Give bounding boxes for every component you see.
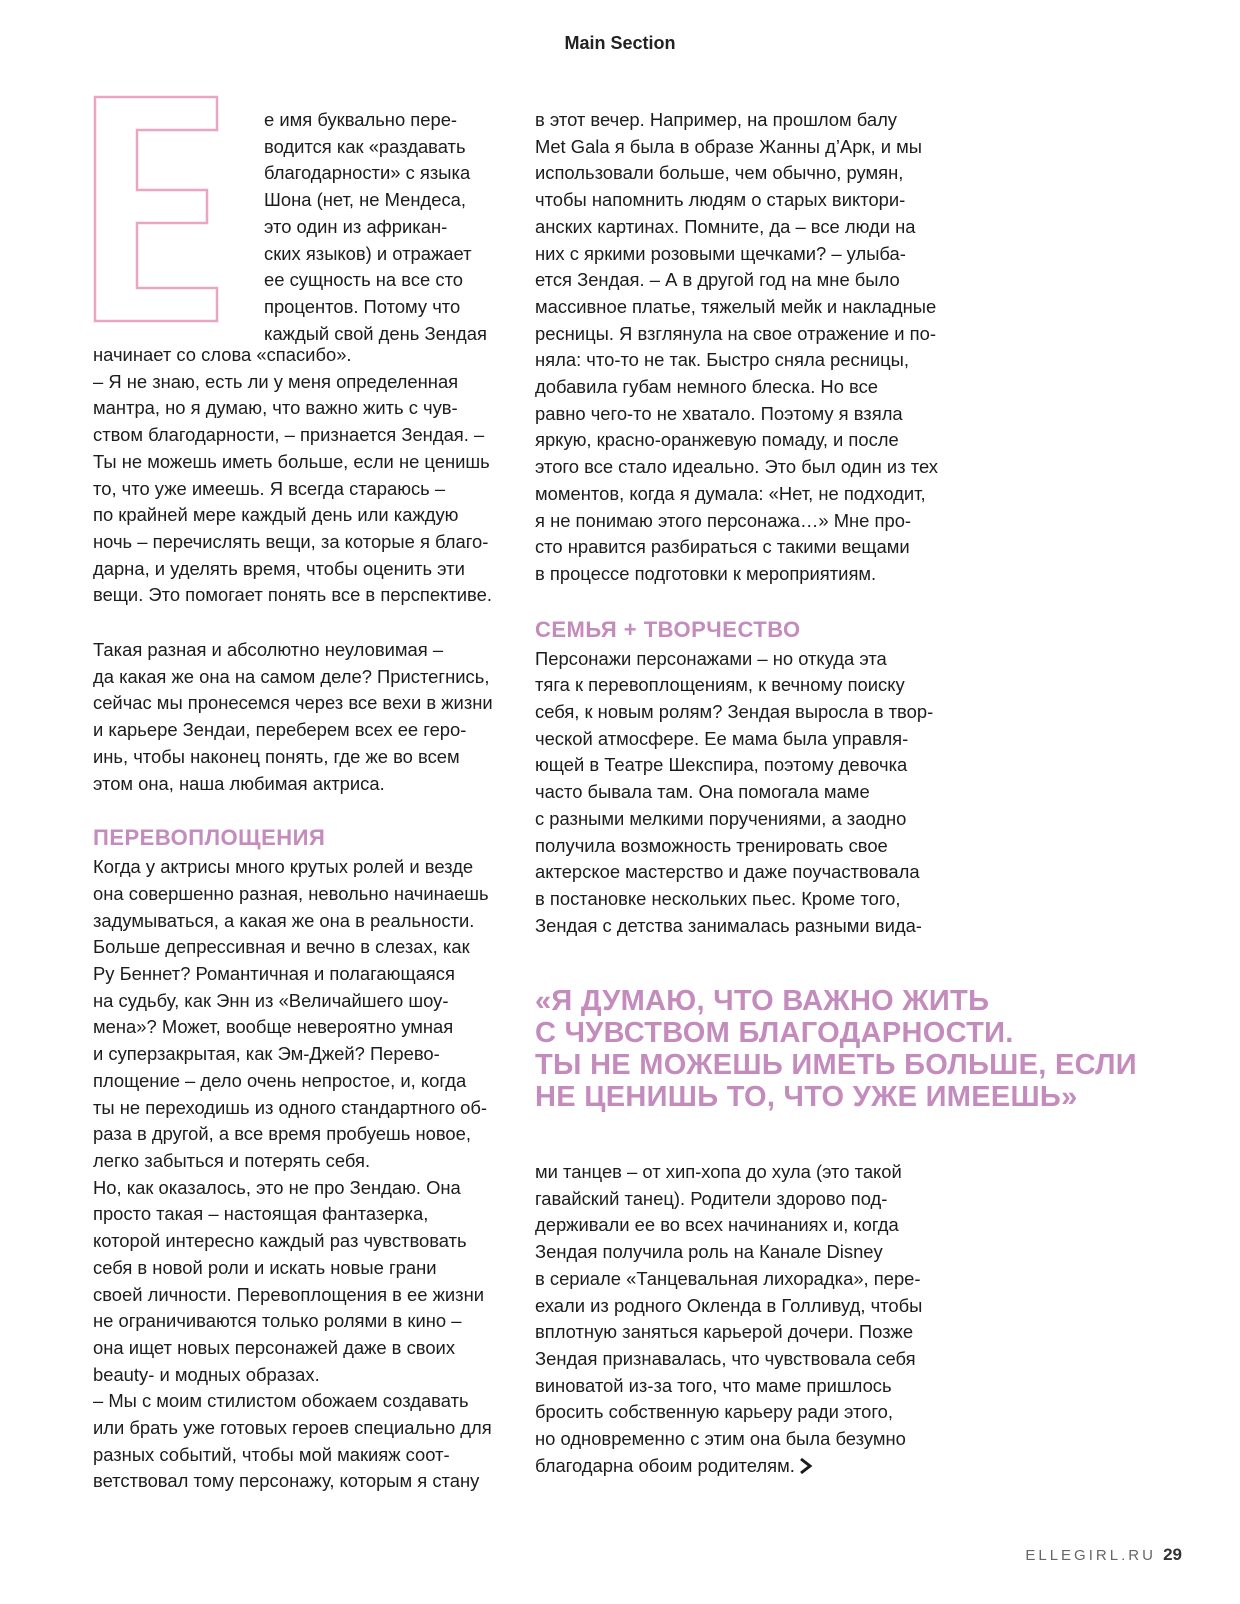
- text-line: – Я не знаю, есть ли у меня определенная: [93, 370, 459, 392]
- text-line: Но, как оказалось, это не про Зендаю. Она: [93, 1176, 461, 1198]
- text-line: вещи. Это помогает понять все в перспективе.: [93, 584, 492, 606]
- text-line: благодарности» с языка: [264, 162, 471, 184]
- text-line: она ищет новых персонажей даже в своих: [93, 1336, 456, 1358]
- text-line: вплотную заняться карьерой дочери. Позже: [535, 1321, 914, 1343]
- left-column: [93, 342, 493, 1495]
- dropcap-letter: [93, 95, 219, 323]
- text-line: гавайский танец). Родители здорово под-: [535, 1187, 888, 1209]
- continue-arrow-icon: [799, 1457, 813, 1475]
- text-line: ветствовал тому персонажу, которым я стану: [93, 1470, 480, 1492]
- text-line: водится как «раздавать: [264, 135, 466, 157]
- text-line: часто бывала там. Она помогала маме: [535, 781, 870, 803]
- text-line: ских языков) и отражает: [264, 242, 472, 264]
- text-line: которой интересно каждый раз чувствовать: [93, 1230, 467, 1252]
- text-line: да какая же она на самом деле? Пристегнись,: [93, 665, 490, 687]
- text-line: С ЧУВСТВОМ БЛАГОДАРНОСТИ.: [535, 1017, 1014, 1049]
- text-line: задумываться, а какая же она в реальности.: [93, 909, 475, 931]
- text-line: процентов. Потому что: [264, 295, 461, 317]
- text-line: по крайней мере каждый день или каждую: [93, 504, 459, 526]
- text-line: благодарна обоим родителям.: [535, 1453, 922, 1480]
- text-line: ТЫ НЕ МОЖЕШЬ ИМЕТЬ БОЛЬШЕ, ЕСЛИ: [535, 1049, 1137, 1081]
- text-line: разных событий, чтобы мой макияж соот-: [93, 1443, 450, 1465]
- text-line: просто такая – настоящая фантазерка,: [93, 1203, 429, 1225]
- text-line: получила возможность тренировать свое: [535, 834, 888, 856]
- text-line: Персонажи персонажами – но откуда эта: [535, 647, 887, 669]
- paragraph: [93, 342, 493, 609]
- text-line: в процессе подготовки к мероприятиям.: [535, 562, 877, 584]
- text-line: них с яркими розовыми щечками? – улыба-: [535, 242, 906, 264]
- text-line: актерское мастерство и даже поучаствовала: [535, 861, 920, 883]
- text-line: или брать уже готовых героев специально для: [93, 1417, 492, 1439]
- text-line: ее сущность на все сто: [264, 269, 464, 291]
- text-line: это один из африкан-: [264, 215, 448, 237]
- text-line: этого все стало идеально. Это был один из тех: [535, 456, 938, 478]
- text-line: анских картинах. Помните, да – все люди на: [535, 215, 916, 237]
- text-line: ехали из родного Окленда в Голливуд, чтобы: [535, 1294, 923, 1316]
- paragraph: [93, 854, 493, 1495]
- text-line: не ограничиваются только ролями в кино –: [93, 1310, 462, 1332]
- text-line: ночь – перечислять вещи, за которые я благо-: [93, 530, 489, 552]
- right-column-top: [535, 107, 938, 939]
- text-line: чтобы напомнить людям о старых виктори-: [535, 189, 906, 211]
- text-line: себя в новой роли и искать новые грани: [93, 1256, 437, 1278]
- text-line: начинает со слова «спасибо».: [93, 344, 352, 365]
- section-label: Main Section: [564, 33, 676, 53]
- text-line: ством благодарности, – признается Зендая. –: [93, 424, 485, 446]
- text-line: то, что уже имеешь. Я всегда стараюсь –: [93, 477, 446, 499]
- text-line: мена»? Может, вообще невероятно умная: [93, 1016, 454, 1038]
- page-footer: [1025, 1545, 1182, 1565]
- text-line: площение – дело очень непростое, и, когда: [93, 1069, 467, 1091]
- text-line: няла: что-то не так. Быстро сняла ресницы,: [535, 349, 909, 371]
- paragraph: [93, 637, 493, 797]
- section-heading-transformations: ПЕРЕВОПЛОЩЕНИЯ: [93, 825, 326, 851]
- text-line: но одновременно с этим она была безумно: [535, 1428, 906, 1450]
- text-line: ется Зендая. – А в другой год на мне было: [535, 269, 900, 291]
- text-line: ми танцев – от хип-хопа до хула (это такой: [535, 1161, 902, 1182]
- text-line: beauty- и модных образах.: [93, 1363, 320, 1385]
- text-line: ющей в Театре Шекспира, поэтому девочка: [535, 754, 908, 776]
- text-line: раза в другой, а все время пробуешь новое,: [93, 1123, 471, 1145]
- paragraph: [535, 107, 938, 588]
- section-heading-family: СЕМЬЯ + ТВОРЧЕСТВО: [535, 616, 801, 642]
- text-line: в этот вечер. Например, на прошлом балу: [535, 109, 898, 130]
- text-line: Зендая признавалась, что чувствовала себя: [535, 1347, 916, 1369]
- text-line: себя, к новым ролям? Зендая выросла в твор-: [535, 701, 934, 723]
- text-line: бросить собственную карьеру ради этого,: [535, 1401, 894, 1423]
- text-line: моментов, когда я думала: «Нет, не подходит,: [535, 482, 926, 504]
- intro-column: [264, 107, 487, 347]
- text-line: Ты не можешь иметь больше, если не ценишь: [93, 450, 490, 472]
- pull-quote: [535, 985, 1137, 1113]
- text-line: НЕ ЦЕНИШЬ ТО, ЧТО УЖЕ ИМЕЕШЬ»: [535, 1081, 1078, 1113]
- text-line: ческой атмосфере. Ее мама была управля-: [535, 727, 909, 749]
- text-line: она совершенно разная, невольно начинаешь: [93, 882, 489, 904]
- text-line: массивное платье, тяжелый мейк и накладные: [535, 295, 937, 317]
- text-line: тяга к перевоплощениям, к вечному поиску: [535, 674, 905, 696]
- text-line: сто нравится разбираться с такими вещами: [535, 536, 910, 558]
- right-column-bottom: [535, 1159, 922, 1479]
- text-line: е имя буквально пере-: [264, 109, 458, 130]
- text-line: использовали больше, чем обычно, румян,: [535, 162, 904, 184]
- text-line: дарна, и уделять время, чтобы оценить эти: [93, 557, 465, 579]
- text-line: Шона (нет, не Мендеса,: [264, 189, 466, 211]
- text-line: и суперзакрытая, как Эм-Джей? Перево-: [93, 1043, 440, 1065]
- text-line: своей личности. Перевоплощения в ее жизни: [93, 1283, 485, 1305]
- text-line: я не понимаю этого персонажа…» Мне про-: [535, 509, 912, 531]
- text-line: мантра, но я думаю, что важно жить с чув-: [93, 397, 458, 419]
- magazine-url: ELLEGIRL.RU: [1025, 1547, 1156, 1564]
- text-line: равно чего-то не хватало. Поэтому я взяла: [535, 402, 903, 424]
- text-line: Met Gala я была в образе Жанны д’Арк, и мы: [535, 135, 922, 157]
- text-line: и карьере Зендаи, переберем всех ее геро-: [93, 719, 467, 741]
- text-line: Ру Беннет? Романтичная и полагающаяся: [93, 963, 455, 985]
- text-line: этом она, наша любимая актриса.: [93, 772, 385, 794]
- paragraph: [535, 646, 938, 940]
- text-line: Больше депрессивная и вечно в слезах, как: [93, 936, 470, 958]
- page-number: 29: [1163, 1545, 1182, 1564]
- paragraph: [535, 1159, 922, 1479]
- text-line: Зендая получила роль на Канале Disney: [535, 1241, 883, 1263]
- text-line: яркую, красно-оранжевую помаду, и после: [535, 429, 899, 451]
- text-line: – Мы с моим стилистом обожаем создавать: [93, 1390, 469, 1412]
- text-line: держивали ее во всех начинаниях и, когда: [535, 1214, 899, 1236]
- text-line: в сериале «Танцевальная лихорадка», пере-: [535, 1267, 921, 1289]
- text-line: легко забыться и потерять себя.: [93, 1149, 371, 1171]
- text-line: добавила губам немного блеска. Но все: [535, 376, 879, 398]
- text-line: на судьбу, как Энн из «Величайшего шоу-: [93, 989, 449, 1011]
- text-line: «Я ДУМАЮ, ЧТО ВАЖНО ЖИТЬ: [535, 985, 990, 1017]
- text-line: в постановке нескольких пьес. Кроме того,: [535, 887, 901, 909]
- text-line: с разными мелкими поручениями, а заодно: [535, 807, 907, 829]
- text-line: инь, чтобы наконец понять, где же во всем: [93, 745, 460, 767]
- text-line: каждый свой день Зендая: [264, 322, 487, 344]
- text-line: ресницы. Я взглянула на свое отражение и по-: [535, 322, 936, 344]
- text-line: виноватой из-за того, что маме пришлось: [535, 1374, 892, 1396]
- text-line: Такая разная и абсолютно неуловимая –: [93, 639, 444, 661]
- text-line: Когда у актрисы много крутых ролей и везде: [93, 856, 474, 878]
- text-line: сейчас мы пронесемся через все вехи в жизни: [93, 692, 493, 714]
- text-line: Зендая с детства занималась разными вида-: [535, 914, 922, 936]
- text-line: ты не переходишь из одного стандартного об-: [93, 1096, 488, 1118]
